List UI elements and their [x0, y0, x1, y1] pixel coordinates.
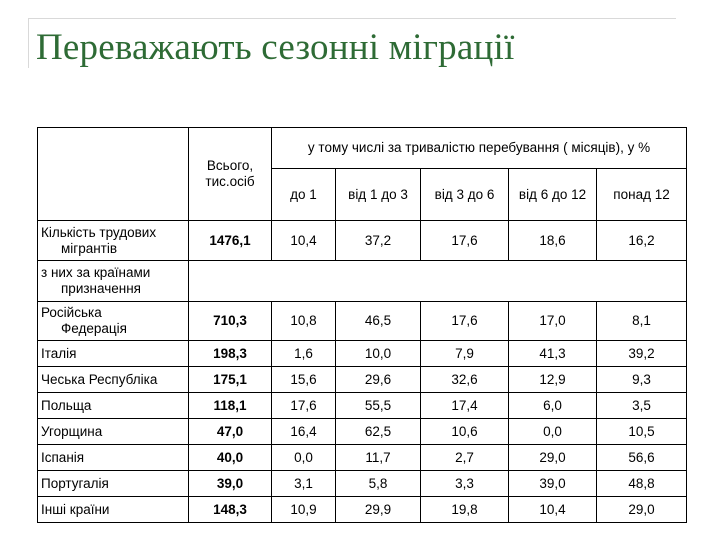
table-cell: 19,8 [421, 497, 509, 523]
country-label: Італія [38, 341, 189, 367]
table-cell: 2,7 [421, 445, 509, 471]
header-total: Всього, тис.осіб [189, 128, 272, 221]
table-cell: 17,6 [421, 302, 509, 341]
table-cell: 10,6 [421, 419, 509, 445]
table-row [38, 471, 687, 497]
table-cell: 6,0 [509, 393, 597, 419]
table-cell: 48,8 [597, 471, 687, 497]
table-cell: 10,8 [272, 302, 336, 341]
total-row-cell: 17,6 [421, 221, 509, 261]
header-corner-cell [38, 128, 189, 221]
table-cell: 5,8 [336, 471, 421, 497]
table-row [38, 393, 687, 419]
table-row [38, 497, 687, 523]
table-row [38, 367, 687, 393]
country-label: Російська Федерація [38, 302, 189, 341]
header-col-over-12: понад 12 [597, 169, 687, 221]
section-blank-cell [189, 261, 687, 302]
table-cell: 29,9 [336, 497, 421, 523]
table-cell: 56,6 [597, 445, 687, 471]
country-total: 175,1 [189, 367, 272, 393]
table-cell: 17,0 [509, 302, 597, 341]
country-total: 39,0 [189, 471, 272, 497]
table-cell: 7,9 [421, 341, 509, 367]
country-total: 710,3 [189, 302, 272, 341]
country-total: 47,0 [189, 419, 272, 445]
table-cell: 0,0 [272, 445, 336, 471]
header-col-up-to-1: до 1 [272, 169, 336, 221]
table-cell: 39,2 [597, 341, 687, 367]
table-cell: 17,4 [421, 393, 509, 419]
table-cell: 3,3 [421, 471, 509, 497]
table-cell: 8,1 [597, 302, 687, 341]
header-col-3-to-6: від 3 до 6 [421, 169, 509, 221]
table-cell: 10,5 [597, 419, 687, 445]
header-col-6-to-12: від 6 до 12 [509, 169, 597, 221]
table-cell: 41,3 [509, 341, 597, 367]
country-total: 148,3 [189, 497, 272, 523]
country-label: Польща [38, 393, 189, 419]
country-total: 40,0 [189, 445, 272, 471]
section-label-row [38, 261, 687, 302]
table-row [38, 341, 687, 367]
section-label: з них за країнами призначення [38, 261, 189, 302]
table-row [38, 419, 687, 445]
country-label: Чеська Республіка [38, 367, 189, 393]
total-row [38, 221, 687, 261]
country-label: Інші країни [38, 497, 189, 523]
header-col-1-to-3: від 1 до 3 [336, 169, 421, 221]
country-label: Іспанія [38, 445, 189, 471]
slide-title: Переважають сезонні міграції [36, 27, 515, 68]
table-cell: 1,6 [272, 341, 336, 367]
table-cell: 16,4 [272, 419, 336, 445]
country-total: 118,1 [189, 393, 272, 419]
migration-table [37, 127, 687, 523]
table-cell: 11,7 [336, 445, 421, 471]
table-cell: 29,0 [597, 497, 687, 523]
table-cell: 3,1 [272, 471, 336, 497]
header-duration-group: у тому числі за тривалістю перебування ( місяців), у % [272, 128, 687, 169]
table-cell: 55,5 [336, 393, 421, 419]
total-row-total: 1476,1 [189, 221, 272, 261]
table-cell: 29,6 [336, 367, 421, 393]
table-cell: 10,4 [509, 497, 597, 523]
table-cell: 17,6 [272, 393, 336, 419]
total-row-cell: 10,4 [272, 221, 336, 261]
country-total: 198,3 [189, 341, 272, 367]
table-cell: 3,5 [597, 393, 687, 419]
table-cell: 10,9 [272, 497, 336, 523]
header-row-1 [38, 128, 687, 169]
total-row-label: Кількість трудових мігрантів [38, 221, 189, 261]
table-cell: 0,0 [509, 419, 597, 445]
table-cell: 46,5 [336, 302, 421, 341]
country-label: Угорщина [38, 419, 189, 445]
table-cell: 10,0 [336, 341, 421, 367]
table-cell: 62,5 [336, 419, 421, 445]
total-row-cell: 18,6 [509, 221, 597, 261]
slide-frame-top-line [28, 18, 676, 19]
table-row [38, 302, 687, 341]
total-row-cell: 37,2 [336, 221, 421, 261]
total-row-cell: 16,2 [597, 221, 687, 261]
country-rows [38, 302, 687, 523]
country-label: Португалія [38, 471, 189, 497]
table-cell: 39,0 [509, 471, 597, 497]
table-cell: 12,9 [509, 367, 597, 393]
slide-frame-left-line [28, 18, 29, 68]
table-cell: 15,6 [272, 367, 336, 393]
table-cell: 29,0 [509, 445, 597, 471]
table-row [38, 445, 687, 471]
table-cell: 32,6 [421, 367, 509, 393]
table-cell: 9,3 [597, 367, 687, 393]
